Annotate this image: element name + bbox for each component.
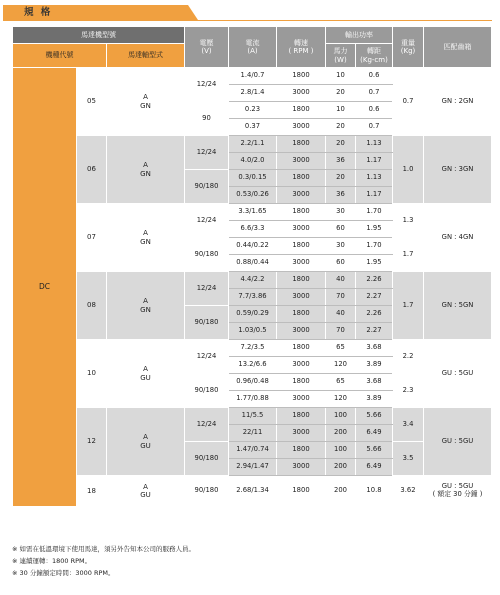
torque-header (356, 44, 393, 68)
horsepower-cell: 200 (326, 459, 356, 476)
model-code: 10 (77, 340, 107, 408)
model-code: 08 (77, 272, 107, 340)
current-cell: 1.03/0.5 (229, 323, 277, 340)
horsepower-cell: 10 (326, 102, 356, 119)
footnotes (12, 543, 195, 579)
speed-cell: 1800 (277, 238, 326, 255)
horsepower-cell: 30 (326, 204, 356, 221)
shaft-type (107, 136, 185, 204)
voltage-header (185, 27, 229, 68)
torque-cell: 2.27 (356, 323, 393, 340)
torque-cell: 1.13 (356, 170, 393, 187)
speed-cell: 1800 (277, 476, 326, 507)
torque-cell: 3.68 (356, 340, 393, 357)
weight-header-unit: (Kg) (400, 47, 416, 55)
speed-cell: 3000 (277, 187, 326, 204)
voltage-cell: 12/24 (185, 408, 229, 442)
shaft-type (107, 408, 185, 476)
speed-cell: 3000 (277, 153, 326, 170)
weight-cell: 0.7 (393, 68, 424, 136)
current-cell: 0.53/0.26 (229, 187, 277, 204)
horsepower-cell: 36 (326, 187, 356, 204)
voltage-cell: 12/24 (185, 340, 229, 374)
current-cell: 6.6/3.3 (229, 221, 277, 238)
voltage-cell: 12/24 (185, 136, 229, 170)
current-cell: 2.8/1.4 (229, 85, 277, 102)
voltage-header-unit: (V) (201, 47, 212, 55)
shaft-type (107, 68, 185, 136)
model-code-header: 機種代號 (13, 44, 107, 68)
horsepower-header-unit: (W) (334, 55, 347, 64)
speed-header-unit: ( RPM ) (288, 47, 314, 55)
voltage-cell: 90/180 (185, 170, 229, 204)
weight-cell: 1.3 (393, 204, 424, 238)
table-row (13, 68, 492, 85)
weight-header (393, 27, 424, 68)
current-header-unit: (A) (247, 47, 258, 55)
shaft-type (107, 340, 185, 408)
torque-header-label: 轉距 (367, 47, 381, 56)
shaft-type-a: A (143, 482, 148, 491)
shaft-type-b: GU (140, 373, 151, 382)
gearbox-cell: GU : 5GU (424, 340, 492, 408)
horsepower-cell: 36 (326, 153, 356, 170)
torque-cell: 2.26 (356, 306, 393, 323)
shaft-type-a: A (143, 433, 148, 442)
current-cell: 0.44/0.22 (229, 238, 277, 255)
horsepower-cell: 60 (326, 221, 356, 238)
speed-cell: 1800 (277, 374, 326, 391)
weight-cell: 2.2 (393, 340, 424, 374)
gearbox-header: 匹配齒箱 (424, 27, 492, 68)
speed-cell: 3000 (277, 459, 326, 476)
current-cell: 0.96/0.48 (229, 374, 277, 391)
dc-label: DC (13, 68, 77, 507)
torque-cell: 2.27 (356, 289, 393, 306)
speed-cell: 1800 (277, 170, 326, 187)
shaft-type (107, 476, 185, 507)
horsepower-cell: 120 (326, 391, 356, 408)
current-cell: 13.2/6.6 (229, 357, 277, 374)
horsepower-cell: 70 (326, 289, 356, 306)
speed-cell: 3000 (277, 255, 326, 272)
horsepower-cell: 10 (326, 68, 356, 85)
voltage-cell: 90/180 (185, 238, 229, 272)
horsepower-cell: 40 (326, 306, 356, 323)
shaft-type-a: A (143, 229, 148, 238)
weight-cell: 2.3 (393, 374, 424, 408)
speed-cell: 3000 (277, 391, 326, 408)
current-cell: 0.37 (229, 119, 277, 136)
speed-cell: 1800 (277, 442, 326, 459)
current-cell: 7.7/3.86 (229, 289, 277, 306)
horsepower-cell: 70 (326, 323, 356, 340)
current-cell: 0.88/0.44 (229, 255, 277, 272)
shaft-type-b: GN (140, 101, 151, 110)
weight-cell: 1.7 (393, 272, 424, 340)
current-cell: 2.68/1.34 (229, 476, 277, 507)
current-cell: 3.3/1.65 (229, 204, 277, 221)
speed-cell: 1800 (277, 340, 326, 357)
current-header (229, 27, 277, 68)
table-row (13, 204, 492, 221)
section-title: 規 格 (24, 7, 53, 18)
torque-cell: 0.6 (356, 68, 393, 85)
voltage-cell: 12/24 (185, 204, 229, 238)
torque-cell: 1.70 (356, 204, 393, 221)
gearbox-rating: ( 額定 30 分鐘 ) (432, 490, 483, 498)
speed-cell: 3000 (277, 357, 326, 374)
shaft-type-b: GN (140, 305, 151, 314)
torque-cell: 1.95 (356, 255, 393, 272)
speed-cell: 3000 (277, 221, 326, 238)
footnote: ※ 30 分鐘額定時間：3000 RPM。 (12, 569, 115, 577)
weight-cell: 1.7 (393, 238, 424, 272)
shaft-type-a: A (143, 297, 148, 306)
speed-header (277, 27, 326, 68)
weight-cell: 1.0 (393, 136, 424, 204)
torque-cell: 1.13 (356, 136, 393, 153)
voltage-header-label: 電壓 (199, 38, 214, 47)
table-row (13, 408, 492, 425)
torque-cell: 3.89 (356, 391, 393, 408)
model-code: 07 (77, 204, 107, 272)
horsepower-cell: 40 (326, 272, 356, 289)
speed-cell: 1800 (277, 272, 326, 289)
torque-cell: 0.7 (356, 85, 393, 102)
voltage-cell: 90/180 (185, 442, 229, 476)
horsepower-cell: 65 (326, 374, 356, 391)
current-cell: 2.2/1.1 (229, 136, 277, 153)
table-row (13, 136, 492, 153)
current-cell: 22/11 (229, 425, 277, 442)
current-cell: 2.94/1.47 (229, 459, 277, 476)
gearbox-cell: GN : 2GN (424, 68, 492, 136)
motor-model-header: 馬達機型號 (13, 27, 185, 44)
speed-cell: 3000 (277, 289, 326, 306)
shaft-type-b: GN (140, 237, 151, 246)
section-header (0, 0, 500, 22)
horsepower-cell: 200 (326, 476, 356, 507)
model-code: 05 (77, 68, 107, 136)
horsepower-cell: 60 (326, 255, 356, 272)
voltage-cell: 12/24 (185, 272, 229, 306)
torque-header-unit: (Kg-cm) (360, 55, 388, 64)
speed-cell: 3000 (277, 119, 326, 136)
footnote: ※ 連續運轉：1800 RPM。 (12, 557, 92, 565)
gearbox-cell: GN : 5GN (424, 272, 492, 340)
current-cell: 0.23 (229, 102, 277, 119)
speed-cell: 1800 (277, 68, 326, 85)
horsepower-cell: 20 (326, 136, 356, 153)
shaft-type-b: GU (140, 441, 151, 450)
current-cell: 4.4/2.2 (229, 272, 277, 289)
spec-table-body (13, 68, 492, 507)
weight-cell: 3.4 (393, 408, 424, 442)
horsepower-cell: 100 (326, 442, 356, 459)
speed-cell: 1800 (277, 306, 326, 323)
voltage-cell: 90 (185, 102, 229, 136)
horsepower-cell: 20 (326, 119, 356, 136)
weight-cell: 3.5 (393, 442, 424, 476)
voltage-cell: 90/180 (185, 306, 229, 340)
current-cell: 0.3/0.15 (229, 170, 277, 187)
horsepower-header-label: 馬力 (333, 47, 348, 56)
torque-cell: 1.17 (356, 187, 393, 204)
torque-cell: 5.66 (356, 408, 393, 425)
shaft-type-b: GU (140, 491, 151, 499)
gearbox-model: GU : 5GU (441, 482, 474, 491)
torque-cell: 1.17 (356, 153, 393, 170)
table-row (13, 476, 492, 507)
shaft-type-a: A (143, 365, 148, 374)
torque-cell: 1.95 (356, 221, 393, 238)
torque-cell: 3.89 (356, 357, 393, 374)
output-power-header: 輸出功率 (326, 27, 393, 44)
torque-cell: 5.66 (356, 442, 393, 459)
horsepower-cell: 20 (326, 85, 356, 102)
shaft-type (107, 204, 185, 272)
shaft-type-b: GN (140, 169, 151, 178)
voltage-cell: 12/24 (185, 68, 229, 102)
voltage-cell: 90/180 (185, 374, 229, 408)
table-row (13, 340, 492, 357)
speed-header-label: 轉速 (294, 38, 308, 47)
shaft-type (107, 272, 185, 340)
torque-cell: 2.26 (356, 272, 393, 289)
current-cell: 0.59/0.29 (229, 306, 277, 323)
horsepower-cell: 200 (326, 425, 356, 442)
shaft-type-a: A (143, 161, 148, 170)
speed-cell: 3000 (277, 323, 326, 340)
gearbox-cell: GU : 5GU (424, 408, 492, 476)
speed-cell: 1800 (277, 408, 326, 425)
horsepower-header (326, 44, 356, 68)
model-code: 06 (77, 136, 107, 204)
torque-cell: 10.8 (356, 476, 393, 507)
horsepower-cell: 20 (326, 170, 356, 187)
horsepower-cell: 100 (326, 408, 356, 425)
current-cell: 11/5.5 (229, 408, 277, 425)
model-code: 18 (77, 476, 107, 507)
speed-cell: 3000 (277, 85, 326, 102)
current-header-label: 電流 (245, 38, 260, 47)
torque-cell: 0.7 (356, 119, 393, 136)
shaft-type-a: A (143, 93, 148, 102)
torque-cell: 1.70 (356, 238, 393, 255)
torque-cell: 6.49 (356, 459, 393, 476)
speed-cell: 1800 (277, 102, 326, 119)
table-row (13, 272, 492, 289)
current-cell: 7.2/3.5 (229, 340, 277, 357)
footnote: ※ 如需在低溫環境下使用馬達，須另外告知本公司的服務人員。 (12, 545, 196, 553)
current-cell: 1.4/0.7 (229, 68, 277, 85)
current-cell: 1.47/0.74 (229, 442, 277, 459)
current-cell: 4.0/2.0 (229, 153, 277, 170)
horsepower-cell: 65 (326, 340, 356, 357)
weight-cell: 3.62 (393, 476, 424, 507)
torque-cell: 0.6 (356, 102, 393, 119)
gearbox-cell (424, 476, 492, 507)
speed-cell: 1800 (277, 136, 326, 153)
weight-header-label: 重量 (401, 38, 415, 47)
speed-cell: 1800 (277, 204, 326, 221)
spec-table (12, 26, 492, 507)
horsepower-cell: 120 (326, 357, 356, 374)
gearbox-cell: GN : 3GN (424, 136, 492, 204)
torque-cell: 3.68 (356, 374, 393, 391)
voltage-cell: 90/180 (185, 476, 229, 507)
torque-cell: 6.49 (356, 425, 393, 442)
shaft-type-header: 馬達軸型式 (107, 44, 185, 68)
model-code: 12 (77, 408, 107, 476)
gearbox-cell: GN : 4GN (424, 204, 492, 272)
speed-cell: 3000 (277, 425, 326, 442)
horsepower-cell: 30 (326, 238, 356, 255)
current-cell: 1.77/0.88 (229, 391, 277, 408)
section-rule (3, 20, 492, 21)
